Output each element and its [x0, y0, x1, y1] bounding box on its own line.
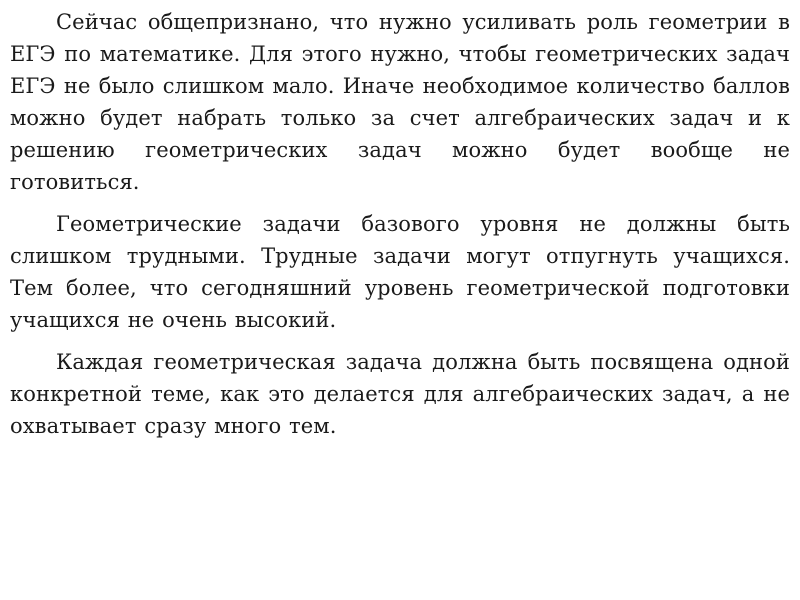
- paragraph-single-topic: Каждая геометрическая задача должна быть посвящена одной конкретной теме, как это делается для алгебраических задач, а не охватывает сразу много тем.: [10, 350, 790, 438]
- paragraph-geometry-role: Сейчас общепризнано, что нужно усиливать роль геометрии в ЕГЭ по математике. Для этого нужно, чтобы геометрических задач ЕГЭ не было слишком мало. Иначе необходимое количество баллов можно будет набрать только за счет алгебраических задач и к решению геометрических задач можно будет вообще не готовиться.: [10, 10, 790, 194]
- paragraph-basic-tasks: Геометрические задачи базового уровня не должны быть слишком трудными. Трудные задачи могут отпугнуть учащихся. Тем более, что сегодняшний уровень геометрической подготовки учащихся не очень высокий.: [10, 212, 790, 332]
